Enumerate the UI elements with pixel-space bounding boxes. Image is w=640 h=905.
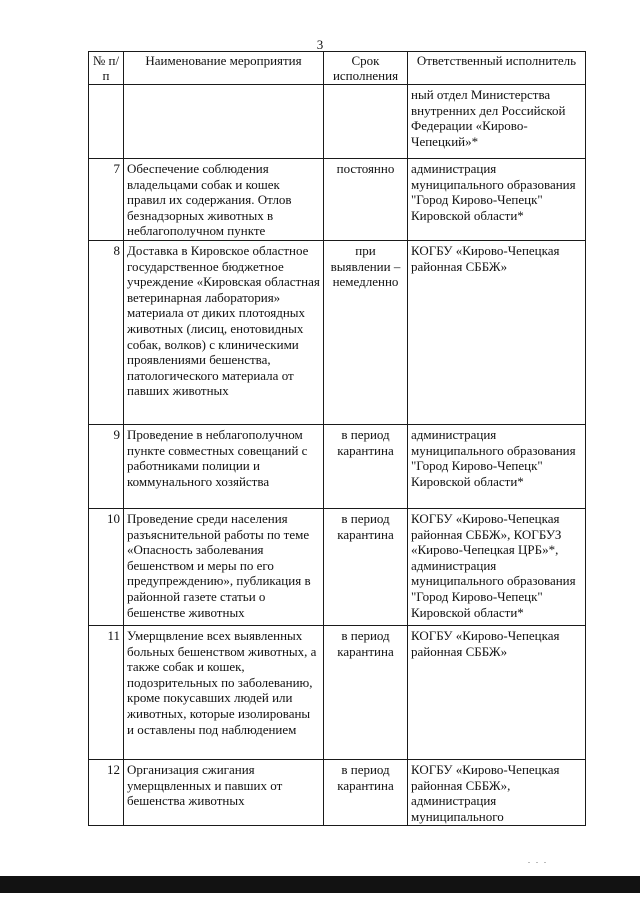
row-num: 11 <box>89 626 124 760</box>
table-row <box>89 760 586 826</box>
header-name: Наименование мероприятия <box>124 52 324 85</box>
row-name: Умерщвление всех выявленных больных бешенством животных, а также собак и кошек, подозрительных по заболеванию, кроме покусавших людей или животных, которые изолированы и оставлены под наблюдением <box>124 626 324 760</box>
table-row <box>89 85 586 159</box>
scan-noise <box>528 850 568 852</box>
table-row <box>89 241 586 425</box>
row-responsible: ный отдел Министерства внутренних дел Российской Федерации «Кирово-Чепецкий»* <box>408 85 586 159</box>
row-responsible: КОГБУ «Кирово-Чепецкая районная СББЖ» <box>408 626 586 760</box>
row-name: Обеспечение соблюдения владельцами собак и кошек правил их содержания. Отлов безнадзорных животных в неблагополучном пункте <box>124 159 324 241</box>
page-number: 3 <box>316 37 324 52</box>
row-num <box>89 85 124 159</box>
row-time: в период карантина <box>324 509 408 626</box>
table-row <box>89 425 586 509</box>
row-num: 9 <box>89 425 124 509</box>
row-responsible: КОГБУ «Кирово-Чепецкая районная СББЖ» <box>408 241 586 425</box>
row-time: в период карантина <box>324 425 408 509</box>
row-num: 10 <box>89 509 124 626</box>
row-name: Проведение среди населения разъяснительной работы по теме «Опасность заболевания бешенством и меры по его предупреждению», публикация в районной газете статьи о бешенстве животных <box>124 509 324 626</box>
table-row <box>89 159 586 241</box>
row-responsible: администрация муниципального образования "Город Кирово-Чепецк" Кировской области* <box>408 425 586 509</box>
header-time: Срок исполнения <box>324 52 408 85</box>
row-responsible: КОГБУ «Кирово-Чепецкая районная СББЖ», КОГБУЗ «Кирово-Чепецкая ЦРБ»*, администрация муниципального образования "Город Кирово-Чепецк" Кировской области* <box>408 509 586 626</box>
row-num: 7 <box>89 159 124 241</box>
table-header-row <box>89 52 586 85</box>
row-name: Организация сжигания умерщвленных и павших от бешенства животных <box>124 760 324 826</box>
header-responsible: Ответственный исполнитель <box>408 52 586 85</box>
row-responsible: администрация муниципального образования "Город Кирово-Чепецк" Кировской области* <box>408 159 586 241</box>
row-name: Доставка в Кировское областное государственное бюджетное учреждение «Кировская областная ветеринарная лаборатория» материала от диких плотоядных животных (лисиц, енотовидных собак, волков) с клиническими проявлениями бешенства, патологического материала от павших животных <box>124 241 324 425</box>
row-num: 12 <box>89 760 124 826</box>
table-row <box>89 509 586 626</box>
row-time: в период карантина <box>324 760 408 826</box>
measures-table <box>88 51 586 826</box>
row-responsible: КОГБУ «Кирово-Чепецкая районная СББЖ», администрация муниципального <box>408 760 586 826</box>
row-name: Проведение в неблагополучном пункте совместных совещаний с работниками полиции и коммунального хозяйства <box>124 425 324 509</box>
row-time <box>324 85 408 159</box>
scan-edge-bar <box>0 876 640 893</box>
row-num: 8 <box>89 241 124 425</box>
table-row <box>89 626 586 760</box>
row-time: постоянно <box>324 159 408 241</box>
row-name <box>124 85 324 159</box>
row-time: в период карантина <box>324 626 408 760</box>
header-num: № п/п <box>89 52 124 85</box>
row-time: при выявлении – немедленно <box>324 241 408 425</box>
